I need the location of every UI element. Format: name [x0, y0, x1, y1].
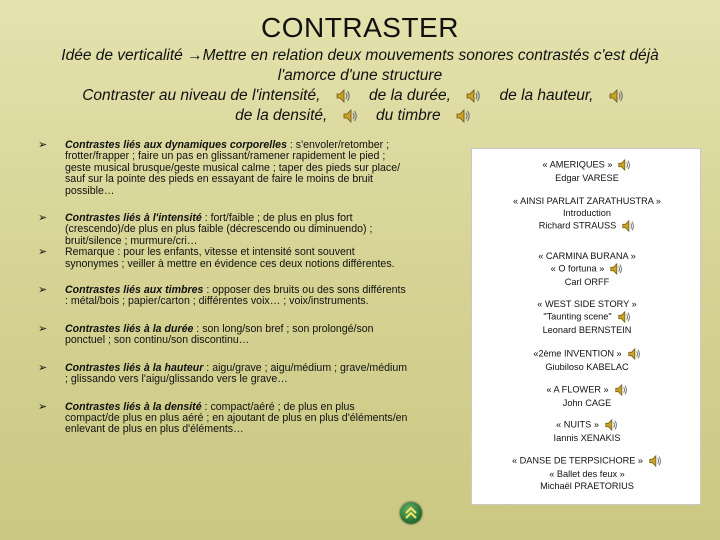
- item-text: : compact/aéré ; de plus en plus compact/de plus en plus aéré ; en ajoutant de plus en plus d'éléments/en enlevant de plus en plus d'éléments…: [65, 400, 408, 436]
- list-item: [38, 213, 408, 247]
- item-text: : opposer des bruits ou des sons différents : métal/bois ; papier/carton ; différentes voix… ; voix/instruments.: [65, 284, 406, 308]
- item-heading: Contrastes liés aux dynamiques corporelles: [65, 139, 287, 151]
- work-title: « NUITS »: [556, 419, 599, 430]
- bullet-arrow-icon: ➢: [38, 361, 48, 374]
- list-item: [38, 140, 408, 197]
- speaker-icon[interactable]: [609, 262, 623, 276]
- work-title: « CARMINA BURANA »: [538, 251, 636, 261]
- item-heading: Contrastes liés à la densité: [65, 400, 202, 413]
- arrow-icon: →: [187, 47, 203, 64]
- bullet-arrow-icon: ➢: [38, 322, 48, 335]
- work-title: « DANSE DE TERPSICHORE »: [511, 455, 644, 466]
- work-subtitle: « O fortuna »: [550, 263, 605, 274]
- speaker-icon[interactable]: [608, 88, 624, 104]
- item-text: : aigu/grave ; aigu/médium ; grave/médium ; glissando vers l'aigu/glissando vers le grave…: [65, 361, 408, 386]
- work-composer: John CAGE: [562, 398, 612, 408]
- work-title: « AMERIQUES »: [542, 159, 613, 170]
- work-composer: Edgar VARESE: [555, 173, 619, 183]
- work-entry: [472, 298, 702, 336]
- item-text: Remarque : pour les enfants, vitesse et intensité sont souvent synonymes ; veiller à mettre en évidence ces deux notions différentes.: [65, 246, 395, 270]
- speaker-icon[interactable]: [617, 158, 631, 172]
- speaker-icon[interactable]: [342, 108, 358, 124]
- list-item: [38, 363, 408, 386]
- bullet-arrow-icon: ➢: [38, 284, 48, 297]
- speaker-icon[interactable]: [617, 310, 631, 324]
- work-title: « AINSI PARLAIT ZARATHUSTRA »: [512, 196, 662, 206]
- works-panel: [471, 148, 701, 505]
- intro-line1-a: Idée de verticalité: [61, 47, 188, 64]
- work-entry: [472, 195, 702, 233]
- intro-intensity: Contraster au niveau de l'intensité,: [82, 87, 321, 104]
- item-heading: Contrastes liés aux timbres: [65, 284, 204, 297]
- list-item: [38, 285, 408, 308]
- work-entry: [472, 347, 702, 373]
- work-title: «2ème INVENTION »: [533, 348, 622, 359]
- intro-timbre: du timbre: [375, 107, 441, 124]
- work-title: « WEST SIDE STORY »: [537, 299, 637, 309]
- work-composer: Michaël PRAETORIUS: [540, 481, 634, 492]
- work-subtitle: « Ballet des feux »: [549, 469, 625, 479]
- slide-title: CONTRASTER: [261, 12, 459, 43]
- list-item: [38, 324, 408, 347]
- intro-pitch: de la hauteur,: [499, 87, 594, 104]
- intro-duration: de la durée,: [369, 87, 451, 104]
- item-heading: Contrastes liés à l'intensité: [65, 212, 202, 225]
- item-text: : s'envoler/retomber ; frotter/frapper ; faire un pas en glissant/ramener rapidement le pied ; geste musical brusque/geste musical calme ; taper des pieds sur place/ sauf sur la pointe des pieds en essayant de faire le moins de bruit possible…: [65, 139, 401, 197]
- work-subtitle: "Taunting scene": [543, 311, 612, 322]
- work-composer: Iannis XENAKIS: [553, 433, 621, 443]
- speaker-icon[interactable]: [648, 454, 662, 468]
- bullet-arrow-icon: ➢: [38, 212, 48, 225]
- work-entry: [472, 250, 702, 288]
- bullet-arrow-icon: ➢: [38, 139, 48, 151]
- speaker-icon[interactable]: [455, 108, 471, 124]
- work-entry: [472, 383, 702, 409]
- work-title: « A FLOWER »: [546, 384, 609, 395]
- work-entry: [472, 454, 702, 492]
- work-composer: Giubiloso KABELAC: [545, 362, 629, 372]
- work-subtitle: Introduction: [562, 208, 611, 219]
- item-text: : fort/faible ; de plus en plus fort (crescendo)/de plus en plus faible (décrescendo ou diminuendo) ; bruit/silence ; murmure/cri…: [65, 212, 373, 247]
- contrast-list: [38, 140, 408, 436]
- home-up-icon[interactable]: [400, 502, 422, 524]
- list-item: [38, 247, 408, 270]
- item-heading: Contrastes liés à la durée: [65, 322, 194, 335]
- intro-line1-b: Mettre en relation deux mouvements sonores contrastés c'est déjà: [202, 47, 659, 64]
- speaker-icon[interactable]: [614, 383, 628, 397]
- item-text: : son long/son bref ; son prolongé/son ponctuel ; son continu/son discontinu…: [65, 322, 374, 347]
- item-heading: Contrastes liés à la hauteur: [65, 361, 204, 374]
- speaker-icon[interactable]: [627, 347, 641, 361]
- work-composer: Leonard BERNSTEIN: [542, 325, 632, 336]
- speaker-icon[interactable]: [465, 88, 481, 104]
- work-entry: [472, 158, 702, 184]
- intro-text: [20, 46, 700, 126]
- bullet-arrow-icon: ➢: [38, 400, 48, 413]
- bullet-arrow-icon: ➢: [38, 246, 48, 259]
- speaker-icon[interactable]: [621, 219, 635, 233]
- list-item: [38, 402, 408, 436]
- intro-density: de la densité,: [235, 107, 328, 124]
- intro-line2: l'amorce d'une structure: [277, 67, 443, 84]
- work-entry: [472, 418, 702, 444]
- speaker-icon[interactable]: [604, 418, 618, 432]
- work-composer: Richard STRAUSS: [538, 220, 617, 231]
- speaker-icon[interactable]: [335, 88, 351, 104]
- work-composer: Carl ORFF: [564, 277, 610, 288]
